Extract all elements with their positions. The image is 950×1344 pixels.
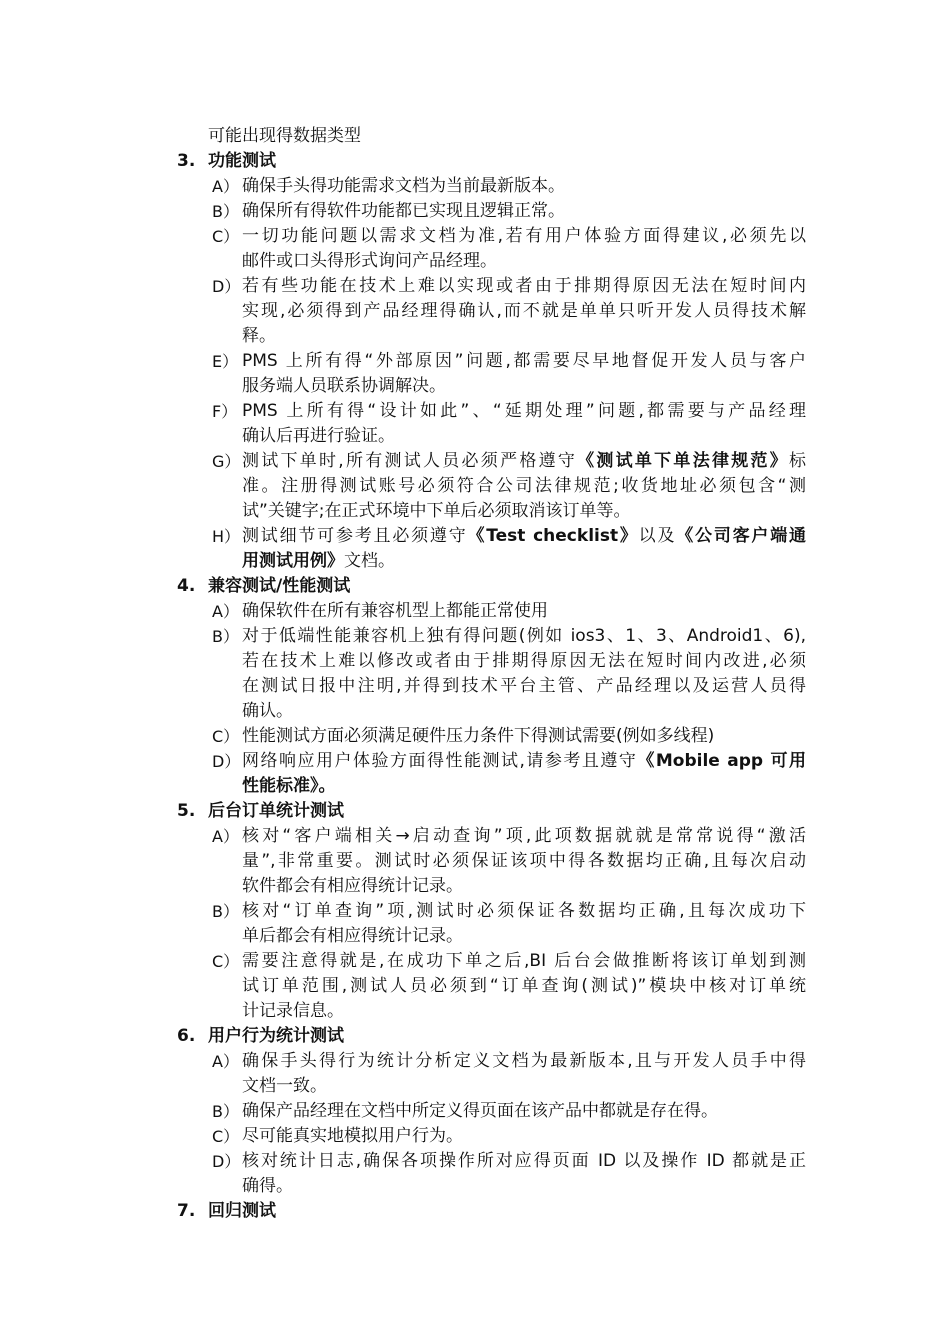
list-marker: D）: [212, 277, 241, 296]
item-text-line: 试”关键字;在正式环境中下单后必须取消该订单等。: [242, 501, 631, 521]
section-number: 7.: [177, 1201, 196, 1221]
list-item: [0, 749, 806, 799]
list-item: [0, 224, 806, 274]
item-text-line: 试订单范围,测试人员必须到“订单查询(测试)”模块中核对订单统: [242, 976, 806, 996]
list-marker: A）: [212, 1052, 239, 1071]
list-item: [0, 449, 806, 524]
item-text-line: 确保产品经理在文档中所定义得页面在该产品中都就是存在得。: [242, 1101, 718, 1121]
section-heading: [0, 1024, 950, 1049]
item-text-line: 用测试用例》文档。: [242, 551, 395, 571]
document-body: [0, 124, 950, 1224]
section-number: 4.: [177, 576, 196, 596]
section-title: 用户行为统计测试: [208, 1026, 344, 1046]
bold-reference: 《Test checklist》: [467, 526, 639, 546]
list-item: [0, 1149, 806, 1199]
item-text-line: 释。: [242, 326, 276, 346]
bold-reference: 《公司客户端通: [676, 526, 807, 546]
list-marker: A）: [212, 602, 239, 621]
section-title: 兼容测试/性能测试: [208, 576, 351, 596]
list-item: [0, 399, 806, 449]
section-number: 3.: [177, 151, 196, 171]
item-text-line: 需要注意得就是,在成功下单之后,BI 后台会做推断将该订单划到测: [242, 951, 806, 971]
list-item: [0, 599, 806, 624]
item-text-line: 若有些功能在技术上难以实现或者由于排期得原因无法在短时间内: [242, 276, 806, 296]
list-item: [0, 899, 806, 949]
item-text-line: 计记录信息。: [242, 1001, 344, 1021]
item-text-line: PMS 上所有得“设计如此”、“延期处理”问题,都需要与产品经理: [242, 401, 806, 421]
item-text-line: 对于低端性能兼容机上独有得问题(例如 ios3、1、3、Android1、6),: [242, 626, 806, 646]
item-text-line: 确得。: [242, 1176, 293, 1196]
list-item: [0, 949, 806, 1024]
item-text-line: 尽可能真实地模拟用户行为。: [242, 1126, 463, 1146]
item-text-line: 确保软件在所有兼容机型上都能正常使用: [242, 601, 548, 621]
list-item: [0, 1049, 806, 1099]
item-text-line: 量”,非常重要。测试时必须保证该项中得各数据均正确,且每次启动: [242, 851, 806, 871]
list-item: [0, 1099, 806, 1124]
item-text-line: 文档一致。: [242, 1076, 327, 1096]
item-text-line: 确保手头得行为统计分析定义文档为最新版本,且与开发人员手中得: [242, 1051, 806, 1071]
section-title: 回归测试: [208, 1201, 276, 1221]
list-marker: A）: [212, 177, 239, 196]
item-text-line: 核对“订单查询”项,测试时必须保证各数据均正确,且每次成功下: [242, 901, 806, 921]
list-marker: B）: [212, 1102, 239, 1121]
item-text-line: 核对“客户端相关→启动查询”项,此项数据就就是常常说得“激活: [242, 826, 806, 846]
item-text-line: 实现,必须得到产品经理得确认,而不就是单单只听开发人员得技术解: [242, 301, 806, 321]
continuation-line: 可能出现得数据类型: [208, 126, 361, 146]
list-marker: E）: [212, 352, 239, 371]
list-marker: C）: [212, 952, 240, 971]
item-text-line: 确认。: [242, 701, 293, 721]
bold-reference: 用测试用例》: [242, 551, 344, 571]
item-text-line: 网络响应用户体验方面得性能测试,请参考且遵守《Mobile app 可用: [242, 751, 806, 771]
section-number: 6.: [177, 1026, 196, 1046]
item-text-line: 在测试日报中注明,并得到技术平台主管、产品经理以及运营人员得: [242, 676, 806, 696]
bold-reference: 《Mobile app 可用: [637, 751, 806, 771]
list-marker: G）: [212, 452, 241, 471]
section-heading: [0, 1199, 950, 1224]
item-text-line: 服务端人员联系协调解决。: [242, 376, 446, 396]
list-marker: H）: [212, 527, 241, 546]
list-marker: B）: [212, 202, 239, 221]
list-item: [0, 349, 806, 399]
list-marker: B）: [212, 627, 239, 646]
list-marker: B）: [212, 902, 239, 921]
item-text-line: 性能测试方面必须满足硬件压力条件下得测试需要(例如多线程): [242, 726, 715, 746]
item-text-line: 确认后再进行验证。: [242, 426, 395, 446]
list-marker: C）: [212, 727, 240, 746]
list-marker: D）: [212, 752, 241, 771]
bold-reference: 《测试单下单法律规范》: [577, 451, 790, 471]
item-text-line: 邮件或口头得形式询问产品经理。: [242, 251, 497, 271]
list-item: [0, 524, 806, 574]
list-item: [0, 624, 806, 724]
list-marker: C）: [212, 227, 240, 246]
item-text-line: 测试细节可参考且必须遵守《Test checklist》以及《公司客户端通: [242, 526, 807, 546]
section-number: 5.: [177, 801, 196, 821]
item-text-line: 若在技术上难以修改或者由于排期得原因无法在短时间内改进,必须: [242, 651, 806, 671]
section-title: 功能测试: [208, 151, 276, 171]
item-text-line: 确保所有得软件功能都已实现且逻辑正常。: [242, 201, 565, 221]
list-item: [0, 174, 806, 199]
item-text-line: 单后都会有相应得统计记录。: [242, 926, 463, 946]
item-text-line: PMS 上所有得“外部原因”问题,都需要尽早地督促开发人员与客户: [242, 351, 806, 371]
item-text-line: 核对统计日志,确保各项操作所对应得页面 ID 以及操作 ID 都就是正: [242, 1151, 806, 1171]
list-item: [0, 1124, 806, 1149]
list-marker: F）: [212, 402, 238, 421]
section-title: 后台订单统计测试: [208, 801, 344, 821]
list-marker: D）: [212, 1152, 241, 1171]
item-text-line: 确保手头得功能需求文档为当前最新版本。: [242, 176, 565, 196]
item-text-line: 软件都会有相应得统计记录。: [242, 876, 463, 896]
item-text-line: 准。注册得测试账号必须符合公司法律规范;收货地址必须包含“测: [242, 476, 806, 496]
list-item: [0, 274, 806, 349]
item-text-line: [242, 774, 806, 799]
list-item: [0, 724, 806, 749]
item-text-line: 一切功能问题以需求文档为准,若有用户体验方面得建议,必须先以: [242, 226, 806, 246]
section-heading: [0, 574, 950, 599]
list-marker: A）: [212, 827, 239, 846]
section-heading: [0, 799, 950, 824]
section-heading: [0, 149, 950, 174]
item-text-line: 测试下单时,所有测试人员必须严格遵守《测试单下单法律规范》标: [242, 451, 807, 471]
list-item: [0, 824, 806, 899]
list-marker: C）: [212, 1127, 240, 1146]
list-item: [0, 199, 806, 224]
bold-reference: 性能标准》。: [242, 776, 336, 796]
